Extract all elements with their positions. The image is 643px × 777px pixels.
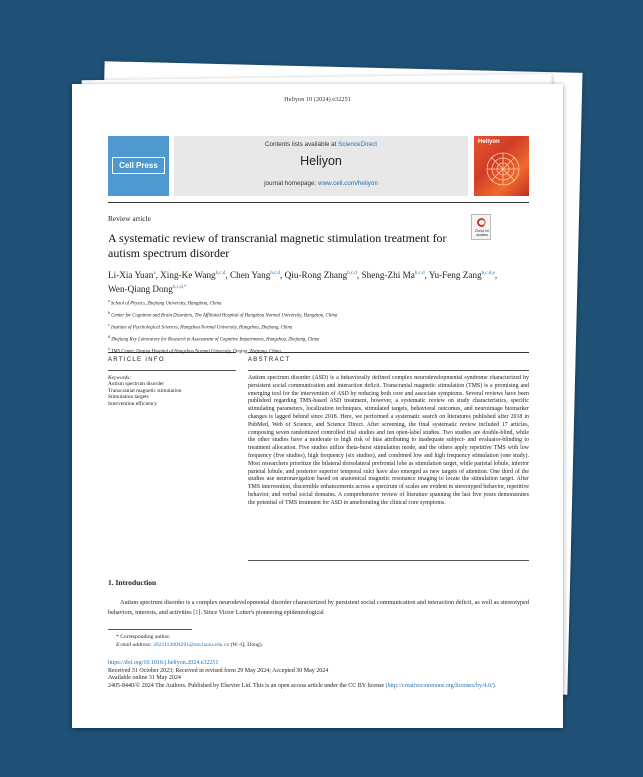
corresponding-footnote xyxy=(108,633,529,649)
author-name: Wen-Qiang Dong xyxy=(108,284,173,294)
affiliation-text: Institute of Psychological Sciences, Hangzhou Normal University, Hangzhou, Zhejiang, China xyxy=(109,325,293,331)
email-suffix: (W.-Q. Dong). xyxy=(230,642,263,649)
affiliation-text: School of Physics, Zhejiang University, Hangzhou, China xyxy=(109,301,222,307)
author-list: Li-Xia Yuan$^a$, Xing-Ke Wang$^{b,c,d}$, Chen Yang$^{b,c,d}$, Qiu-Rong Zhang$^{b,c,d}$, Sheng-Zhi Ma$^{b,c,d}$, Yu-Feng Zang$^{b,c,d,e}$, Wen-Qiang Dong$^{b,c,d,*}$ xyxy=(108,270,498,294)
abstract-rule-bottom xyxy=(248,560,529,561)
keyword-item: Autism spectrum disorder xyxy=(108,381,164,388)
homepage-prefix: journal homepage: xyxy=(264,180,317,187)
license-text: 2405-8440/© 2024 The Authors. Published by Elsevier Ltd. This is an open access article under the CC BY license xyxy=(108,682,385,689)
received-dates: Received 31 October 2023; Received in revised form 29 May 2024; Accepted 30 May 2024 xyxy=(108,667,329,674)
keywords-label: Keywords: xyxy=(108,375,132,381)
intro-text-part: ]. Since Victor Lotter's pioneering epidemiological xyxy=(198,609,324,616)
email-link[interactable]: 2021112004201@stu.hznu.edu.cn xyxy=(153,642,230,649)
affiliation-text: Zhejiang Key Laboratory for Research in Assessment of Cognitive Impairments, Hangzhou, Zhejiang, China xyxy=(110,337,320,343)
keywords-block xyxy=(108,375,236,407)
contents-prefix: Contents lists available at xyxy=(264,141,337,148)
contents-line xyxy=(174,141,468,148)
homepage-link[interactable]: www.cell.com/heliyon xyxy=(318,180,378,187)
affiliation-mark: d xyxy=(108,333,110,339)
article-info-rule-lower xyxy=(108,370,236,371)
author-affiliation-marks[interactable]: b,c,d xyxy=(347,271,357,276)
cover-pattern-icon xyxy=(484,150,522,188)
abstract-heading: ABSTRACT xyxy=(248,357,291,363)
author-name: Yu-Feng Zang xyxy=(428,270,482,280)
email-line xyxy=(108,641,529,649)
reference-link[interactable]: 1 xyxy=(195,609,199,616)
author-name: Sheng-Zhi Ma xyxy=(361,270,415,280)
journal-cover-thumbnail xyxy=(474,136,529,196)
author-affiliation-marks[interactable]: b,c,d xyxy=(215,271,226,276)
paper-first-page xyxy=(72,84,563,728)
affiliation-item xyxy=(108,333,528,345)
introduction-text xyxy=(108,598,529,630)
article-type: Review article xyxy=(108,214,151,223)
cover-title: Heliyon xyxy=(478,139,500,145)
author-affiliation-marks[interactable]: b,c,d xyxy=(270,271,281,276)
check-updates-icon xyxy=(477,218,486,227)
journal-info-box xyxy=(174,136,468,196)
author-affiliation-marks[interactable]: a xyxy=(153,271,156,276)
check-for-updates-badge[interactable] xyxy=(471,214,491,240)
affiliation-item xyxy=(108,297,528,309)
author-name: Qiu-Rong Zhang xyxy=(284,270,348,280)
affiliation-mark: b xyxy=(108,309,110,315)
intro-text-part: Autism spectrum disorder is a complex neurodevelopmental disorder characterized by persistent social communication and interaction deficit, as well as stereotyped behaviors, interests, and activities [ xyxy=(108,599,529,616)
affiliation-item xyxy=(108,321,528,333)
corresponding-author-note: * Corresponding author. xyxy=(116,634,171,640)
license-statement xyxy=(108,683,529,691)
keyword-item: Intervention efficiency xyxy=(108,400,158,407)
publication-info xyxy=(108,660,529,690)
affiliation-item xyxy=(108,345,528,357)
check-updates-label: Check for updates xyxy=(474,229,490,237)
publisher-logo-text: Cell Press xyxy=(112,157,165,174)
article-info-rule xyxy=(108,352,236,353)
journal-banner xyxy=(108,136,529,200)
keyword-item: Stimulation targets xyxy=(108,394,149,401)
affiliation-mark: e xyxy=(108,345,110,351)
footnote-rule xyxy=(108,629,192,630)
author-name: Li-Xia Yuan xyxy=(108,270,154,280)
author-affiliation-marks[interactable]: b,c,d,e xyxy=(481,271,495,276)
affiliation-item xyxy=(108,309,528,321)
author-name: Chen Yang xyxy=(229,270,271,280)
article-title: A systematic review of transcranial magnetic stimulation treatment for autism spectrum disorder xyxy=(108,231,447,260)
abstract-text: Autism spectrum disorder (ASD) is a behaviorally defined complex neurodevelopmental syndrome characterized by persistent social communication and interaction deficit. Transcranial magnetic stimulation (TMS) is a promising and emerging tool for the intervention of ASD by reducing both core and associate symptoms. Several reviews have been published regarding TMS-based ASD treatment, however, a systematic review on study characteristics, specific stimulating parameters, localization techniques, stimulated targets, behavioral outcomes, and neuroimage biomarker changes is lagged behind since 2018. Here, we performed a systematic search on literatures published after 2018 in PubMed, Web of Science, and Science Direct. After screening, the final systematic review included 17 articles, composing seven randomized controlled trial studies and ten open-label studies. Two studies are double-blind, while the other studies have a moderate to high risk of bias attributing to inadequate subject- and evaluator-blinding to treatment allocation. Five studies utilize theta-burst stimulation mode, and the others apply repetitive TMS with low frequency (five studies), high frequency (six studies), and combined low and high frequency stimulation (one study). Most researchers prioritize the bilateral dorsolateral prefrontal lobe as stimulation target, while parietal lobule, inferior parietal lobule, and posterior superior temporal sulci have also emerged as new targets of attention. One third of the studies use neuronavigation based on anatomical magnetic resonance imaging to locate the stimulation target. After TMS intervention, discernible enhancements across a spectrum of scales are evident in stereotyped behavior, repetitive behavior, and verbal social domains. A comprehensive review of literature spanning the last five years demonstrates the potential of TMS treatment for ASD in ameliorating the clinical core symptoms. xyxy=(248,375,529,506)
author-name: Xing-Ke Wang xyxy=(160,270,216,280)
abstract-rule-lower xyxy=(248,370,529,371)
homepage-line xyxy=(174,180,468,187)
license-link[interactable]: (http://creativecommons.org/licenses/by/4.0/). xyxy=(385,682,497,689)
running-header: Heliyon 10 (2024) e32251 xyxy=(284,96,351,103)
sciencedirect-link[interactable]: ScienceDirect xyxy=(338,141,377,148)
available-online: Available online 31 May 2024 xyxy=(108,675,181,682)
publisher-logo xyxy=(108,136,169,196)
author-affiliation-marks[interactable]: b,c,d,* xyxy=(172,285,187,290)
affiliation-text: TMS Center, Deqing Hospital of Hangzhou Normal University, Deqing, Zhejiang, China xyxy=(109,349,281,355)
banner-divider xyxy=(108,202,529,203)
introduction-heading: 1. Introduction xyxy=(108,578,157,587)
journal-name: Heliyon xyxy=(300,154,342,168)
author-affiliation-marks[interactable]: b,c,d xyxy=(414,271,425,276)
keyword-item: Transcranial magnetic stimulation xyxy=(108,387,182,394)
affiliation-list xyxy=(108,297,528,356)
abstract-rule-top xyxy=(248,352,529,353)
affiliation-text: Center for Cognition and Brain Disorders, The Affiliated Hospital of Hangzhou Normal University, Hangzhou, China xyxy=(110,313,338,319)
doi-link[interactable]: https://doi.org/10.1016/j.heliyon.2024.e32251 xyxy=(108,660,219,666)
affiliation-mark: a xyxy=(108,298,110,303)
article-info-heading: ARTICLE INFO xyxy=(108,357,165,363)
affiliation-mark: c xyxy=(108,321,110,327)
email-label: E-mail address: xyxy=(116,642,152,649)
